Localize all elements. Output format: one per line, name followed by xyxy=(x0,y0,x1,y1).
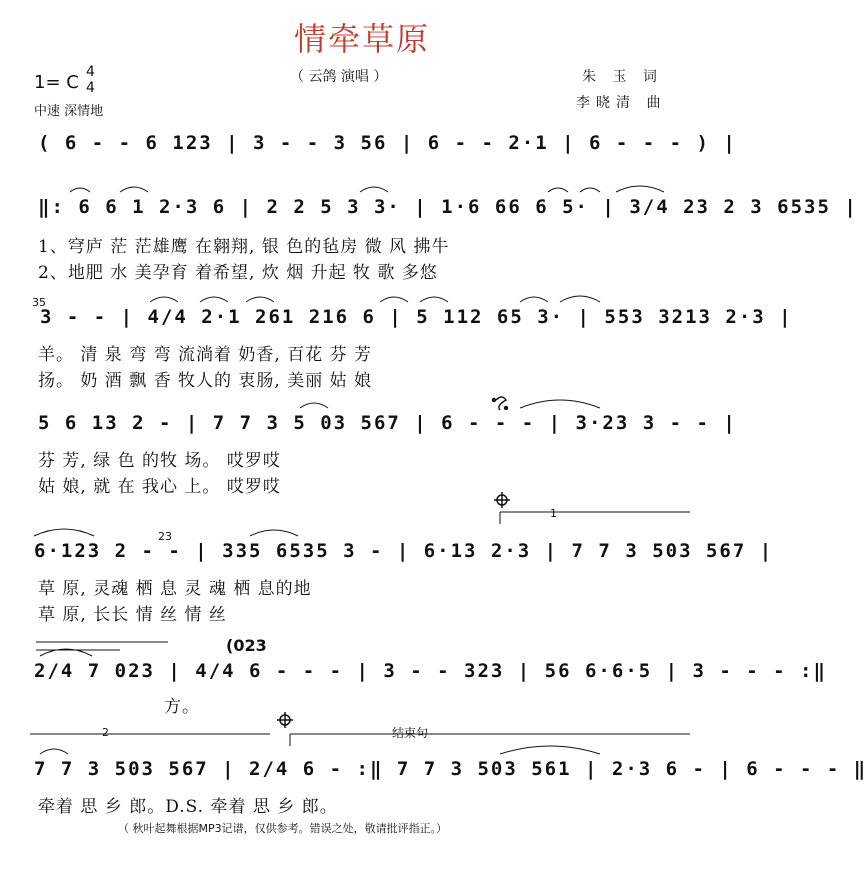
time-signature-bottom: 4 xyxy=(86,80,95,96)
pickup-notes: (023 xyxy=(226,636,267,655)
score-row-3-lyric-2: 扬。 奶 酒 飘 香 牧人的 衷肠, 美丽 姑 娘 xyxy=(38,371,373,391)
score-row-7-notes: 7 7 3 503 567 | 2/4 6 - :‖ 7 7 3 503 561 | 2·3 6 - | 6 - - - ‖ xyxy=(34,758,867,780)
composer-credit: 李晓清 曲 xyxy=(576,95,667,111)
ending-phrase-label: 结束句 xyxy=(392,726,429,740)
score-row-2-notes: ‖: 6 6 1 2·3 6 | 2 2 5 3 3· | 1·6 66 6 5· | 3/4 23 2 3 6535 | xyxy=(38,196,858,218)
coda-icon-upper xyxy=(494,492,510,508)
time-signature-top: 4 xyxy=(86,64,95,80)
coda-icon-lower xyxy=(277,712,293,728)
transcription-note: （ 秋叶起舞根据MP3记谱，仅供参考。错误之处，敬请批评指正。） xyxy=(118,822,448,835)
score-row-2-lyric-2: 2、地肥 水 美孕育 着希望, 炊 烟 升起 牧 歌 多悠 xyxy=(38,263,438,283)
ending-bracket xyxy=(290,734,690,746)
singer-credit: （ 云鸽 演唱 ） xyxy=(290,69,388,85)
lyricist-credit: 朱 玉 词 xyxy=(582,69,663,85)
score-row-2-lyric-1: 1、穹庐 茫 茫雄鹰 在翱翔, 银 色的毡房 微 风 拂牛 xyxy=(38,237,450,257)
segno-icon xyxy=(493,397,508,410)
volta-1-label: 1 xyxy=(550,507,557,520)
page-title: 情牵草原 xyxy=(293,20,430,58)
score-row-5-notes: 6·123 2 - - | 335 6535 3 - | 6·13 2·3 | 7 7 3 503 567 | xyxy=(34,540,774,562)
score-row-1-notes: ( 6 - - 6 123 | 3 - - 3 56 | 6 - - 2·1 | 6 - - - ) | xyxy=(38,132,737,154)
tempo-marking: 中速 深情地 xyxy=(34,104,104,119)
volta-2-label: 2 xyxy=(102,726,109,739)
score-row-5-lyric-2: 草 原, 长长 情 丝 情 丝 xyxy=(38,605,227,625)
grace-note-35: 35 xyxy=(32,296,46,309)
score-row-3-notes: 3 - - | 4/4 2·1 261 216 6 | 5 112 65 3· | 553 3213 2·3 | xyxy=(40,306,793,328)
score-row-4-lyric-1: 芬 芳, 绿 色 的牧 场。 哎罗哎 xyxy=(38,451,281,471)
score-row-3-lyric-1: 羊。 清 泉 弯 弯 流淌着 奶香, 百花 芬 芳 xyxy=(38,345,373,365)
volta-1-bracket xyxy=(500,512,690,524)
score-row-5-lyric-1: 草 原, 灵魂 栖 息 灵 魂 栖 息的地 xyxy=(38,579,312,599)
system-lines xyxy=(36,642,168,650)
score-row-4-notes: 5 6 13 2 - | 7 7 3 5 03 567 | 6 - - - | 3·23 3 - - | xyxy=(38,412,737,434)
grace-note-23: 23 xyxy=(158,530,172,543)
score-row-6-lyric-1: 方。 xyxy=(164,697,200,717)
score-row-6-notes: 2/4 7 023 | 4/4 6 - - - | 3 - - 323 | 56 6·6·5 | 3 - - - :‖ xyxy=(34,660,827,682)
slur-marks xyxy=(34,186,664,754)
score-row-4-lyric-2: 姑 娘, 就 在 我心 上。 哎罗哎 xyxy=(38,477,281,497)
key-signature: 1= C xyxy=(34,72,79,93)
score-row-7-lyric-1: 牵着 思 乡 郎。D.S. 牵着 思 乡 郎。 xyxy=(38,797,338,817)
